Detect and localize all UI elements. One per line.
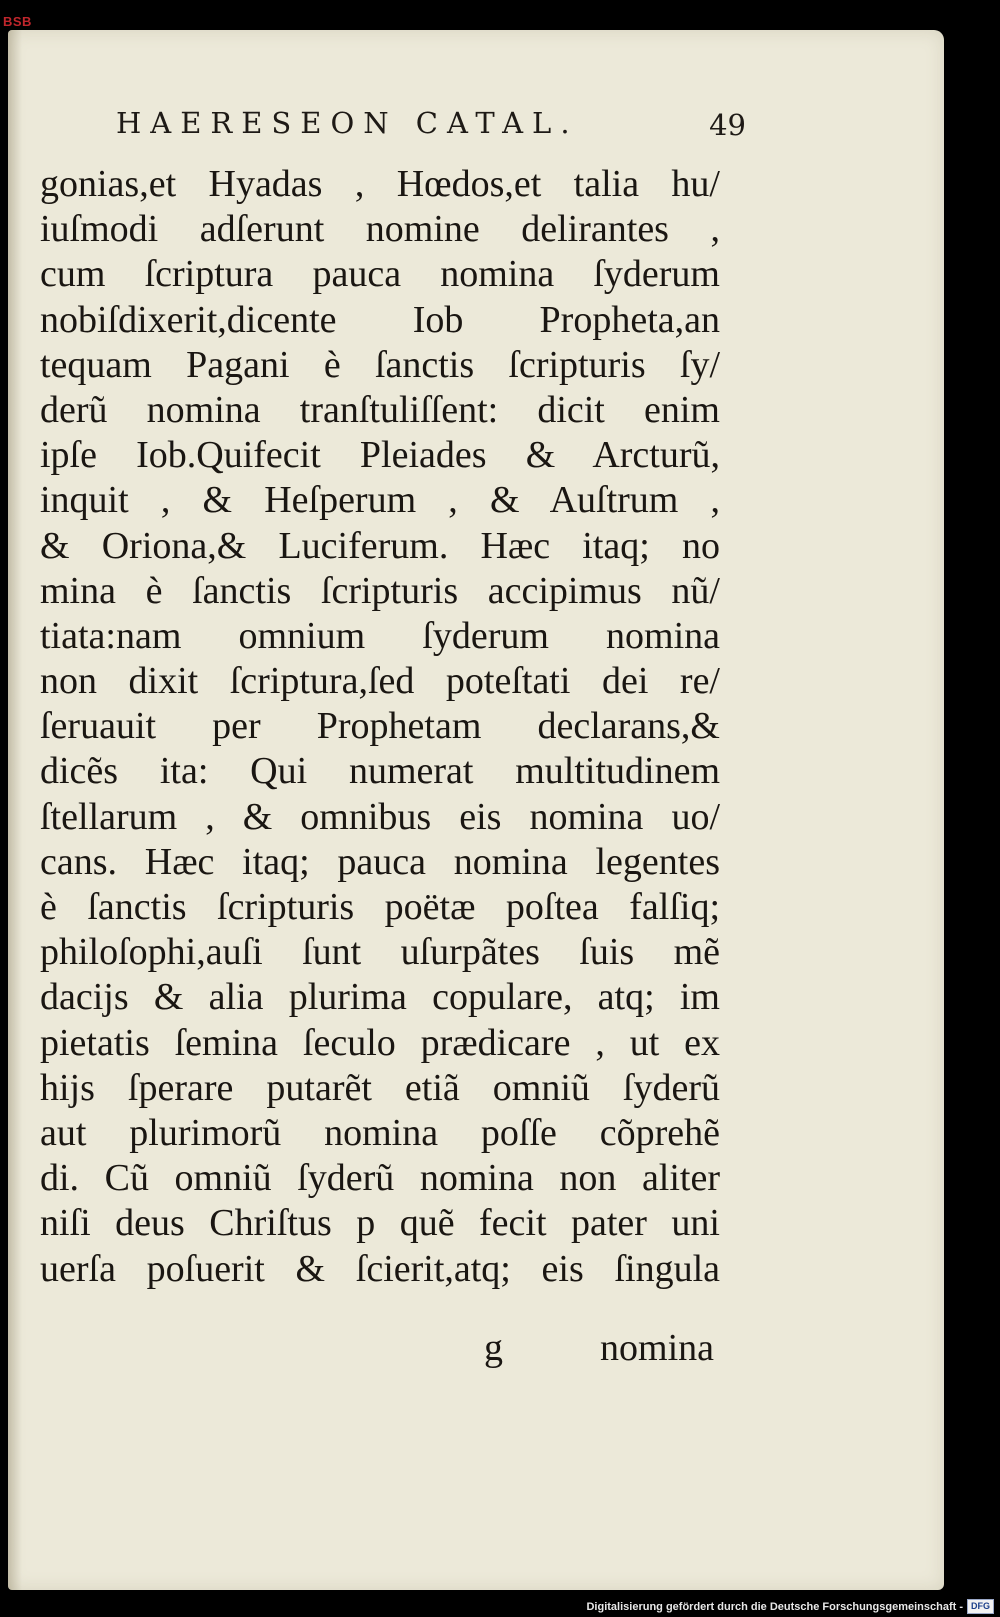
text-line: cans. Hæc itaq; pauca nomina legentes	[40, 840, 720, 883]
text-line: gonias,et Hyadas , Hœdos,et talia hu/	[40, 163, 720, 205]
dfg-logo: DFG	[967, 1599, 994, 1614]
text-line: mina è ſanctis ſcripturis accipimus nũ/	[40, 569, 720, 612]
text-line: iuſmodi adſerunt nomine delirantes ,	[40, 208, 720, 251]
text-line: dicẽs ita: Qui numerat multitudinem	[40, 750, 720, 793]
library-mark: BSB	[3, 14, 32, 29]
text-line: hijs ſperare putarẽt etiã omniũ ſyderũ	[40, 1066, 720, 1109]
signature-mark: g	[484, 1327, 503, 1369]
catchword: nomina	[600, 1327, 714, 1369]
text-line: niſi deus Chriſtus p quẽ fecit pater uni	[40, 1202, 720, 1245]
text-line: philoſophi,auſi ſunt uſurpãtes ſuis mẽ	[40, 931, 720, 974]
text-line: derũ nomina tranſtuliſſent: dicit enim	[40, 388, 720, 431]
digitization-footer	[586, 1599, 994, 1614]
text-line: ſtellarum , & omnibus eis nomina uo/	[40, 795, 720, 838]
running-head	[116, 106, 746, 146]
text-line: ſeruauit per Prophetam declarans,&	[40, 705, 720, 748]
text-line: inquit , & Heſperum , & Auſtrum ,	[40, 479, 720, 522]
text-line: ipſe Iob.Quifecit Pleiades & Arcturũ,	[40, 434, 720, 477]
catchword-line	[484, 1326, 714, 1372]
text-line: pietatis ſemina ſeculo prædicare , ut ex	[40, 1021, 720, 1064]
page-number: 49	[709, 108, 746, 142]
funding-credit: Digitalisierung gefördert durch die Deutsche Forschungsgemeinschaft -	[586, 1600, 963, 1613]
text-line: tiata:nam omnium ſyderum nomina	[40, 614, 720, 657]
text-line: dacijs & alia plurima copulare, atq; im	[40, 976, 720, 1019]
text-line: uerſa poſuerit & ſcierit,atq; eis ſingula	[40, 1247, 720, 1290]
book-page	[8, 30, 944, 1590]
text-line: è ſanctis ſcripturis poëtæ poſtea falſiq;	[40, 886, 720, 928]
text-line: cum ſcriptura pauca nomina ſyderum	[40, 253, 720, 296]
running-title: HAERESEON CATAL.	[116, 106, 579, 140]
text-line: nobiſdixerit,dicente Iob Propheta,an	[40, 298, 720, 341]
text-line: aut plurimorũ nomina poſſe cõprehẽ	[40, 1111, 720, 1154]
text-line: non dixit ſcriptura,ſed poteſtati dei re/	[40, 660, 720, 703]
text-line: di. Cũ omniũ ſyderũ nomina non aliter	[40, 1157, 720, 1200]
page-gutter-shadow	[8, 30, 22, 1590]
body-text	[40, 162, 720, 1292]
text-line: tequam Pagani è ſanctis ſcripturis ſy/	[40, 343, 720, 386]
text-line: & Oriona,& Luciferum. Hæc itaq; no	[40, 524, 720, 567]
